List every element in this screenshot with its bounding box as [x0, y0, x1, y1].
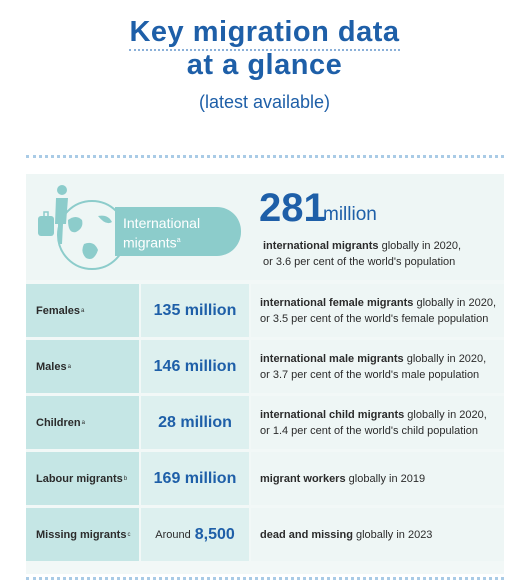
- data-row: [26, 452, 504, 505]
- data-row: [26, 508, 504, 561]
- row-label: Males a: [26, 340, 139, 393]
- divider-top: [26, 155, 504, 158]
- title-line-2: at a glance: [186, 49, 343, 81]
- row-label: Females a: [26, 284, 139, 337]
- row-description: migrant workers globally in 2019: [251, 452, 504, 505]
- hero-description: [263, 238, 503, 270]
- hero-label-line-2: migrants: [123, 234, 177, 251]
- row-description: international child migrants globally in 2020, or 1.4 per cent of the world's child population: [251, 396, 504, 449]
- row-label: Missing migrants c: [26, 508, 139, 561]
- hero-desc-bold: international migrants: [263, 240, 379, 252]
- data-row: [26, 284, 504, 337]
- hero-label-line-1: International: [123, 215, 201, 231]
- row-description: international male migrants globally in 2020, or 3.7 per cent of the world's male population: [251, 340, 504, 393]
- row-description: international female migrants globally in 2020, or 3.5 per cent of the world's female population: [251, 284, 504, 337]
- row-value: 135 million: [141, 284, 249, 337]
- data-card: [26, 174, 504, 574]
- hero-desc-rest: globally in 2020,: [378, 240, 462, 252]
- row-label: Children a: [26, 396, 139, 449]
- row-value: 28 million: [141, 396, 249, 449]
- data-row: [26, 340, 504, 393]
- page-subtitle: (latest available): [198, 92, 331, 112]
- hero-desc-line-2: or 3.6 per cent of the world's population: [263, 256, 456, 268]
- title-line-1: Key migration data: [129, 16, 399, 51]
- hero-unit: million: [323, 204, 377, 225]
- row-value: 169 million: [141, 452, 249, 505]
- hero-number: 281: [259, 186, 326, 230]
- data-row: [26, 396, 504, 449]
- row-description: dead and missing globally in 2023: [251, 508, 504, 561]
- page-title: [0, 16, 529, 82]
- hero-panel: [26, 174, 504, 280]
- international-migrants-label: [115, 207, 241, 256]
- divider-bottom: [26, 577, 504, 580]
- row-value: Around 8,500: [141, 508, 249, 561]
- row-value: 146 million: [141, 340, 249, 393]
- row-label: Labour migrants b: [26, 452, 139, 505]
- hero-label-note: a: [176, 237, 181, 244]
